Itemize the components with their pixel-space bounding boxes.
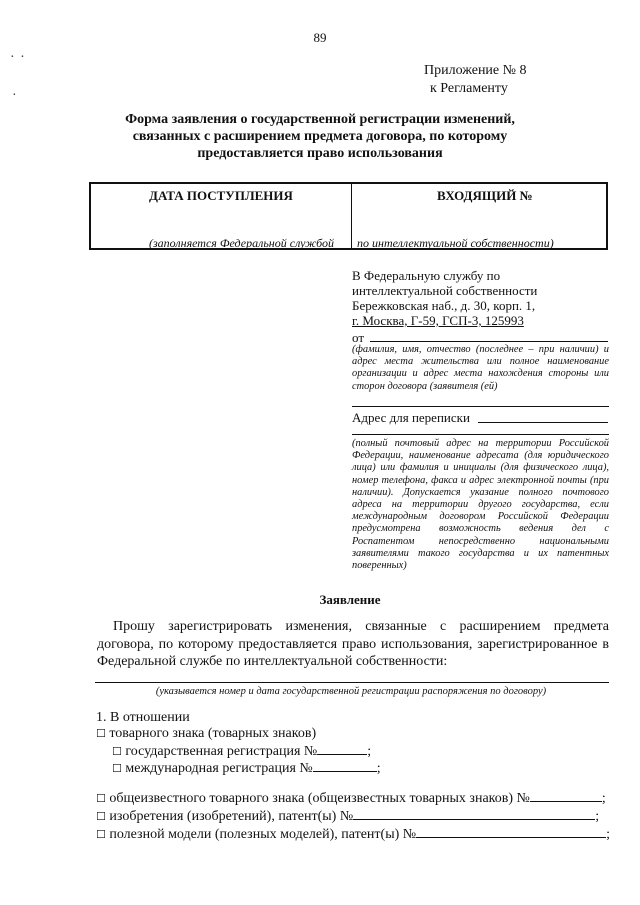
state-registration-field[interactable] [317,743,367,755]
from-field-line[interactable] [370,341,608,342]
invention-checkbox[interactable]: ☐ [96,810,106,823]
receipt-box-note-left: (заполняется Федеральной службой [149,236,335,250]
statement-paragraph [97,618,609,671]
intl-registration-checkbox[interactable]: ☐ [112,762,122,775]
from-note: (фамилия, имя, отчество (последнее – при наличии) и адрес места жительства или полное наименование организации и адрес места нахождения стороны или сторон договора (заявителя (ей) [352,344,609,392]
form-title: Форма заявления о государственной регистрации изменений, связанных с расширением предмета договора, по которому предоставляется право использования [125,112,515,161]
utility-model-field[interactable] [416,826,606,838]
intl-registration-field[interactable] [313,760,377,772]
receipt-box-note-right: по интеллектуальной собственности) [357,236,554,250]
correspondence-field-line[interactable] [478,422,608,423]
invention-label: изобретения (изобретений), патент(ы) № [109,809,354,824]
intl-registration-option [112,760,381,777]
page-number: 89 [313,30,327,45]
intl-registration-label: международная регистрация № [125,761,313,776]
correspondence-note: (полный почтовый адрес на территории Российской Федерации, наименование адресата (для юридического лица) или фамилия и инициалы (для физического лица), номер телефона, факса и адрес электронной почты (при наличии). Допускается указание полного почтового адреса на территории другого государства, если международным договором Российской Федерации предусмотрена возможность ведения дел с Роспатентом непосредственно национальными заявителями такого государства и их патентных поверенных) [352,438,609,572]
addressee-line: г. Москва, Г-59, ГСП-3, 125993 [352,313,524,328]
trademark-option [96,726,316,742]
incoming-number-heading: ВХОДЯЩИЙ № [437,188,533,203]
utility-model-label: полезной модели (полезных моделей), патент(ы) № [109,827,417,842]
invention-option [96,808,599,825]
appendix-caption [424,62,527,98]
terminator: ; [601,791,606,806]
state-registration-option [112,743,371,760]
receipt-box-divider [351,184,352,248]
receipt-date-heading: ДАТА ПОСТУПЛЕНИЯ [149,188,293,203]
from-field-line-2[interactable] [352,406,609,407]
appendix-number: Приложение № 8 [424,63,527,78]
statement-text: Прошу зарегистрировать изменения, связанные с расширением предмета договора, по которому предоставляется право использования, зарегистрированное в Федеральной службе по интеллектуальной собственности: [97,619,609,669]
state-registration-checkbox[interactable]: ☐ [112,745,122,758]
addressee-line: интеллектуальной собственности [352,283,538,298]
trademark-label: товарного знака (товарных знаков) [109,726,317,741]
invention-field[interactable] [353,808,595,820]
well-known-trademark-checkbox[interactable]: ☐ [96,792,106,805]
registration-field-line[interactable] [95,682,609,683]
trademark-checkbox[interactable]: ☐ [96,727,106,740]
from-label: от [352,330,365,345]
addressee-block [352,268,537,328]
registration-note: (указывается номер и дата государственной регистрации распоряжения по договору) [155,686,547,697]
well-known-trademark-field[interactable] [530,790,602,802]
well-known-trademark-option [96,790,606,807]
scan-dots-decoration: · · [10,50,26,65]
addressee-line: В Федеральную службу по [352,268,501,283]
appendix-reference: к Регламенту [430,81,508,96]
correspondence-field-line-2[interactable] [352,434,609,435]
utility-model-option [96,826,610,843]
utility-model-checkbox[interactable]: ☐ [96,828,106,841]
terminator: ; [376,761,381,776]
terminator: ; [595,809,600,824]
well-known-trademark-label: общеизвестного товарного знака (общеизвестных товарных знаков) № [109,791,530,806]
statement-heading: Заявление [319,592,381,607]
state-registration-label: государственная регистрация № [125,744,318,759]
addressee-line: Бережковская наб., д. 30, корп. 1, [352,298,536,313]
terminator: ; [367,744,372,759]
section-1-heading: 1. В отношении [96,710,190,725]
scan-dots-decoration-2: · [12,88,18,103]
correspondence-label: Адрес для переписки [352,410,470,425]
terminator: ; [606,827,611,842]
receipt-box [89,182,608,250]
